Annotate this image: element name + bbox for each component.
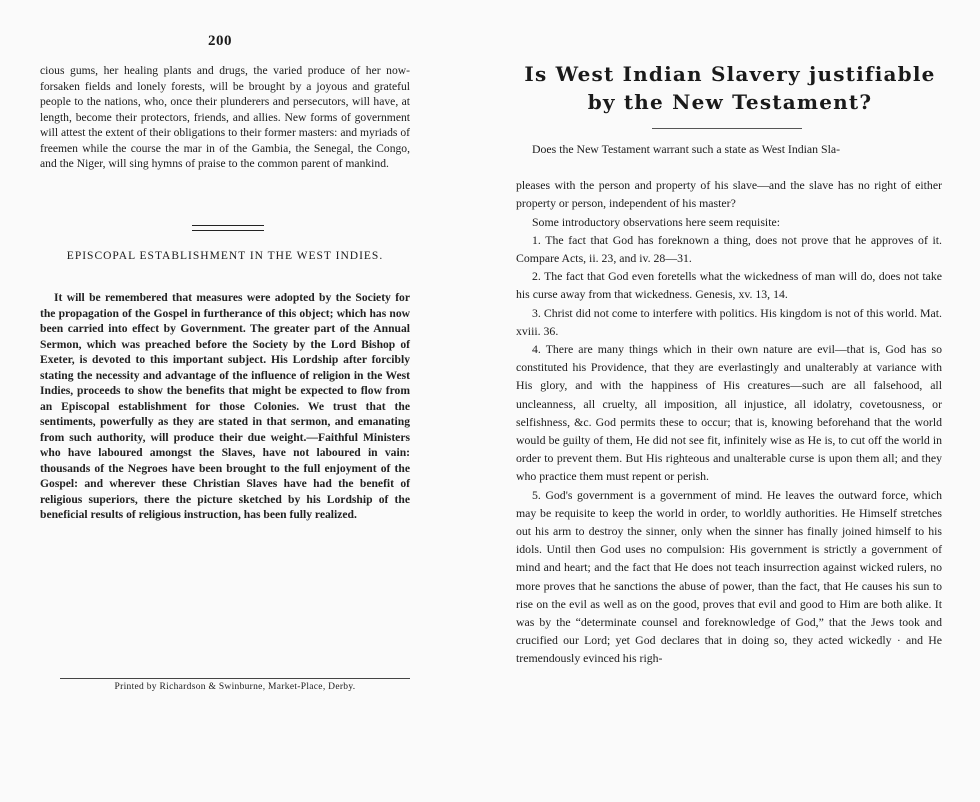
left-page [0,0,470,802]
article-body [516,140,942,668]
point-1: 1. The fact that God has foreknown a thing, does not prove that he approves of it. Compare Acts, ii. 23, and iv. 28—31. [516,232,942,266]
right-page [480,0,980,802]
point-2: 2. The fact that God even foretells what the wickedness of man will do, does not take his curse away from that wickedness. Genesis, xv. 13, 14. [516,269,942,302]
article-title [490,60,970,116]
section-heading: EPISCOPAL ESTABLISHMENT IN THE WEST INDIES. [66,250,384,262]
article-title-line-1: Is West Indian Slavery justifiable [524,62,936,86]
text-gap [516,158,942,176]
point-3: 3. Christ did not come to interfere with politics. His kingdom is not of this world. Mat. xviii. 36. [516,305,942,338]
point-5: 5. God's government is a government of mind. He leaves the outward force, which may be requisite to keep the world in order, to worldly authorities. He Himself stretches out his arm to destroy the sinner, only when the sinner has finally joined himself to his idols. Until then God uses no compulsion: His government is strictly a government of mind and heart; and the fact that He does not teach insurrection against wicked rulers, no more proves that he sanctions the abuse of power, than the fact, that He causes his sun to rise on the evil as well as on the good, proves that evil and good to Him are both alike. It was by the “determinate counsel and foreknowledge of God,” that the Jews took and crucified our Lord; yet God declares that in doing so, they acted wickedly · and He tremendously evinced his righ- [516,487,942,666]
continuation-paragraph: pleases with the person and property of his slave—and the slave has no right of either property or person, independent of his master? [516,178,942,211]
point-4: 4. There are many things which in their own nature are evil—that is, God has so constituted his Providence, that they are everlastingly and unalterably at variance with His glory, and with the happiness of His creatures—such are all falsehood, all uncleanness, all cruelty, all imposition, all injustice, all idolatry, covetousness, or selfishness, &c. God permits these to occur; that is, knowing beforehand that the world would be guilty of them, He did not see fit, infinitely wise as He is, to cut off the world in order to prevent them. But His righteous and unalterable curse is upon them all; and they who practice them must repent or perish. [516,342,942,484]
article-title-line-2: by the New Testament? [587,90,873,114]
footer-rule [60,678,410,679]
page-number: 200 [208,33,232,49]
title-rule [652,128,802,129]
paragraph-text: It will be remembered that measures were adopted by the Society for the propagation of the Gospel in furtherance of this object; which has now been carried into effect by Government. The greater part of the Annual Sermon, which was preached before the Society by the Lord Bishop of Exeter, is devoted to this important subject. His Lordship after forcibly stating the necessity and advantage of the influence of religion in the West Indies, proceeds to show the benefits that might be expected to flow from an Episcopal establishment for those Colonies. We trust that the sentiments, powerfully as they are stated in that sermon, and emanating from such authority, will produce their due weight.—Faithful Ministers who have laboured amongst the Slaves, have not laboured in vain: thousands of the Negroes have been brought to the full enjoyment of the Gospel: and wherever these Christian Slaves have had the benefit of religious superiors, there the picture sketched by his Lordship of the beneficial results of religious instruction, has been fully realized. [40,291,410,521]
section-body [40,290,410,523]
left-top-paragraph [40,63,410,172]
paragraph-text: cious gums, her healing plants and drugs, the varied produce of her now-forsaken fields and lonely forests, will be brought by a joyous and grateful people to the nations, who, once their plunderers and persecutors, will have, at length, become their protectors, friends, and allies. New forms of government will attest the extent of their obligations to their former masters: and myriads of freemen while the course the mar in of the Gambia, the Senegal, the Congo, and the Niger, will sing hymns of praise to the common parent of mankind. [40,64,410,170]
double-rule-divider [192,225,264,231]
printer-imprint: Printed by Richardson & Swinburne, Market-Place, Derby. [114,682,356,692]
lead-in-paragraph: Some introductory observations here seem requisite: [532,214,780,229]
intro-line: Does the New Testament warrant such a state as West Indian Sla- [532,142,841,156]
